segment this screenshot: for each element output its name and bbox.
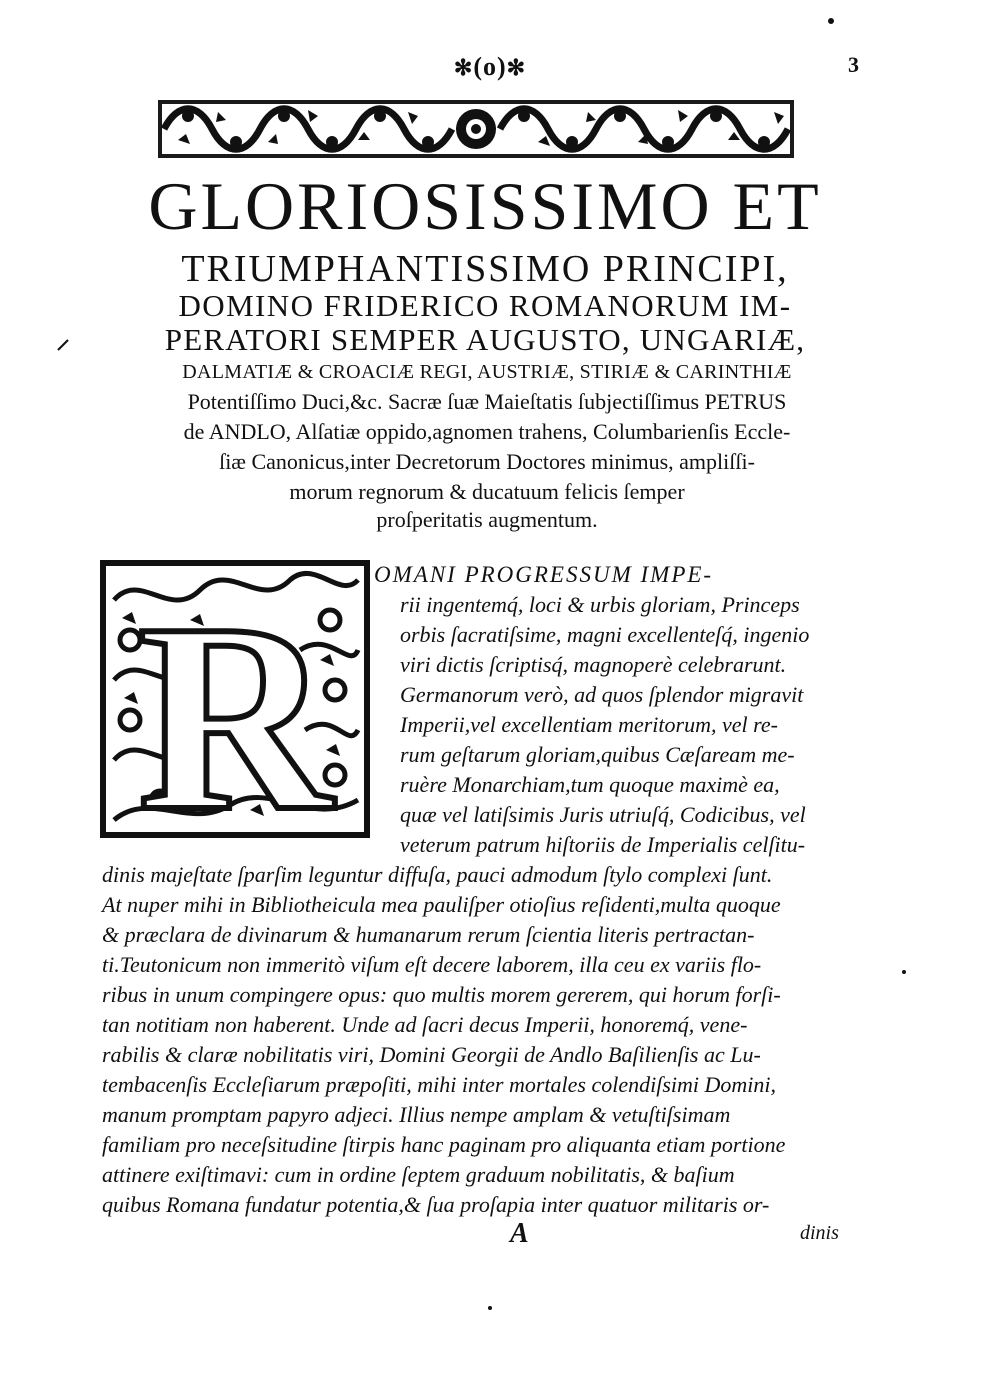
body-line: & præclara de divinarum & humanarum rerum ſcientia literis pertractan- [102, 922, 755, 947]
body-line: dinis majeſtate ſparſim leguntur diffuſa, pauci admodum ſtylo complexi ſunt. [102, 862, 773, 887]
ornamental-headpiece [158, 96, 794, 162]
body-line: ruère Monarchiam,tum quoque maximè ea, [400, 772, 780, 797]
title-line-2: TRIUMPHANTISSIMO PRINCIPI, [181, 248, 789, 290]
initial-letter: R [137, 568, 333, 838]
body-line: OMANI PROGRESSUM IMPE- [374, 562, 714, 587]
dedication-line: DALMATIÆ & CROACIÆ REGI, AUSTRIÆ, STIRIÆ & CARINTHIÆ [182, 361, 792, 383]
fleuron-left-icon: ✻ [453, 55, 474, 80]
body-line: attinere exiſtimavi: cum in ordine ſeptem graduum nobilitatis, & baſium [102, 1162, 735, 1187]
body-line: tembacenſis Eccleſiarum præpoſiti, mihi inter mortales colendiſsimi Domini, [102, 1072, 776, 1097]
body-line: manum promptam papyro adjeci. Illius nempe amplam & vetuſtiſsimam [102, 1102, 731, 1127]
dedication-line: ſiæ Canonicus,inter Decretorum Doctores minimus, ampliſſi- [219, 449, 755, 474]
fleuron-right-icon: ✻ [506, 55, 527, 80]
stray-ink-mark [56, 338, 70, 352]
dedication-line: de ANDLO, Alſatiæ oppido,agnomen trahens, Columbarienſis Eccle- [183, 419, 791, 444]
body-line: quæ vel latiſsimis Juris utriuſq́, Codicibus, vel [400, 802, 806, 827]
body-line: Imperii,vel excellentiam meritorum, vel re- [400, 712, 778, 737]
body-line: orbis ſacratiſsime, magni excellenteſq́, ingenio [400, 622, 810, 647]
body-line: rii ingentemq́, loci & urbis gloriam, Princeps [400, 592, 800, 617]
body-line: quibus Romana fundatur potentia,& ſua proſapia inter quatuor militaris or- [102, 1192, 770, 1217]
catchword: dinis [800, 1222, 839, 1244]
signature-letter: A [510, 1218, 529, 1249]
title-line-4: PERATORI SEMPER AUGUSTO, UNGARIÆ, [164, 322, 806, 357]
body-line: tan notitiam non haberent. Unde ad ſacri decus Imperii, honoremq́, vene- [102, 1012, 748, 1037]
decorated-initial-r [100, 560, 370, 838]
body-line: familiam pro neceſsitudine ſtirpis hanc paginam pro aliquanta etiam portione [102, 1132, 786, 1157]
body-line: rum geſtarum gloriam,quibus Cæſaream me- [400, 742, 795, 767]
body-line: viri dictis ſcriptisq́, magnoperè celebrarunt. [400, 652, 787, 677]
running-head [430, 52, 550, 86]
body-line: ti.Teutonicum non immeritò viſum eſt decere laborem, illa ceu ex variis flo- [102, 952, 762, 977]
body-line: ribus in unum compingere opus: quo multis morem gererem, qui horum forſi- [102, 982, 781, 1007]
ink-speck [828, 18, 834, 24]
page-number: 3 [848, 52, 859, 77]
dedication-line: Potentiſſimo Duci,&c. Sacræ ſuæ Maieſtatis ſubjectiſſimus PETRUS [187, 389, 787, 414]
dedication-line: proſperitatis augmentum. [376, 507, 598, 532]
body-line: At nuper mihi in Bibliotheicula mea pauliſper otioſius reſidenti,multa quoque [102, 892, 781, 917]
body-line: rabilis & claræ nobilitatis viri, Domini Georgii de Andlo Baſilienſis ac Lu- [102, 1042, 761, 1067]
body-line: Germanorum verò, ad quos ſplendor migravit [400, 682, 804, 707]
title-line-3: DOMINO FRIDERICO ROMANORUM IM- [178, 288, 792, 323]
ink-speck [902, 970, 906, 974]
signature-mark: (o) [473, 52, 507, 81]
dedication-line: morum regnorum & ducatuum felicis ſemper [289, 479, 685, 504]
ink-speck [488, 1306, 492, 1310]
title-line-1: GLORIOSISSIMO ET [148, 168, 822, 244]
body-line: veterum patrum hiſtoriis de Imperialis celſitu- [400, 832, 806, 857]
